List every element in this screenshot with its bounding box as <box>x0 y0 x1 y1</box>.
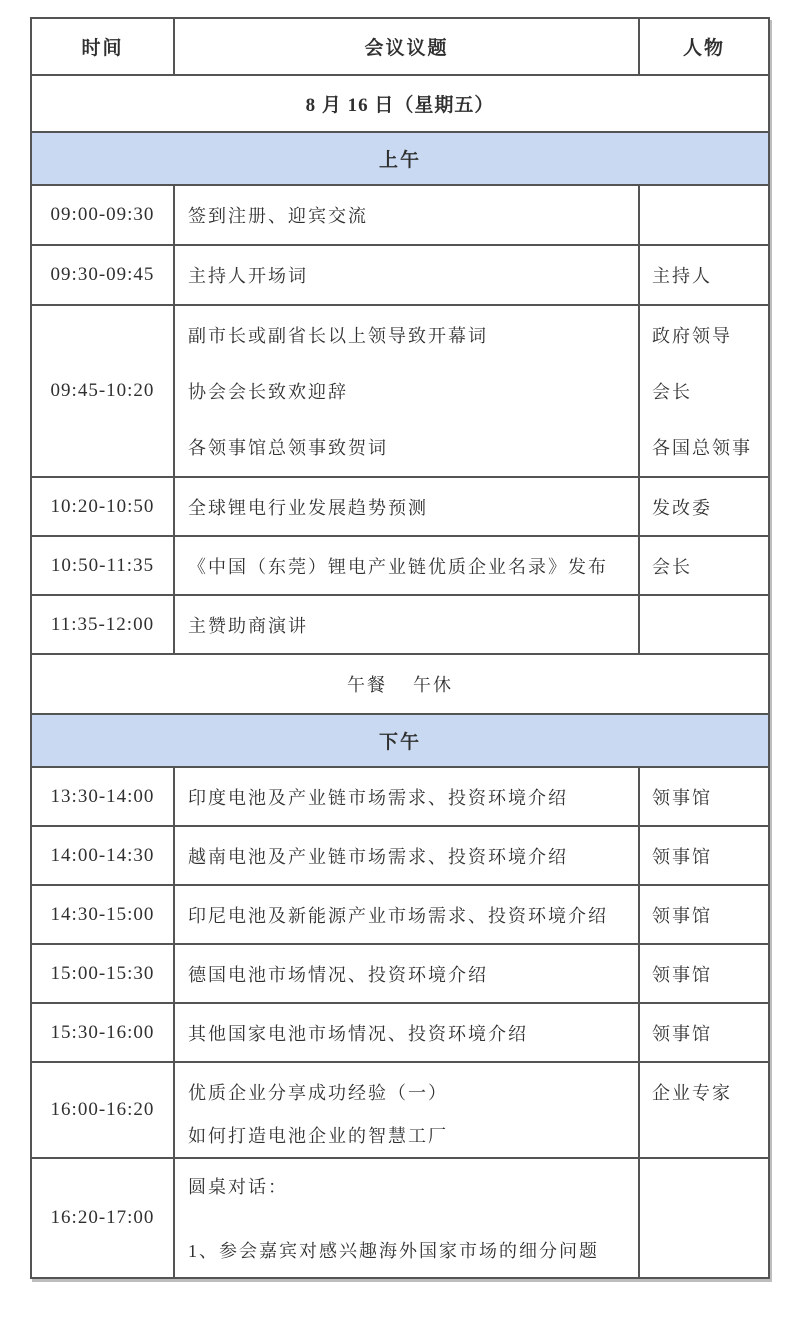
time-cell: 10:20-10:50 <box>31 477 174 536</box>
lunch-label: 午餐 午休 <box>31 654 769 714</box>
topic-cell: 主赞助商演讲 <box>174 595 639 654</box>
topic-line: 各领事馆总领事致贺词 <box>188 438 388 458</box>
lunch-row <box>31 654 769 714</box>
person-cell: 发改委 <box>639 477 769 536</box>
person-cell: 会长 <box>639 536 769 595</box>
person-line: 企业专家 <box>652 1082 732 1103</box>
topic-cell: 印度电池及产业链市场需求、投资环境介绍 <box>174 767 639 826</box>
topic-cell: 主持人开场词 <box>174 245 639 305</box>
afternoon-session-row <box>31 714 769 767</box>
date-row <box>31 75 769 132</box>
header-row <box>31 18 769 75</box>
person-cell <box>639 305 769 477</box>
date-banner: 8 月 16 日（星期五） <box>31 75 769 132</box>
person-cell <box>639 1158 769 1278</box>
person-cell <box>639 1062 769 1158</box>
agenda-row <box>31 1003 769 1062</box>
time-cell: 10:50-11:35 <box>31 536 174 595</box>
agenda-row <box>31 885 769 944</box>
time-cell: 15:30-16:00 <box>31 1003 174 1062</box>
session-afternoon-label: 下午 <box>31 714 769 767</box>
topic-cell: 签到注册、迎宾交流 <box>174 185 639 245</box>
topic-cell: 全球锂电行业发展趋势预测 <box>174 477 639 536</box>
person-cell: 领事馆 <box>639 944 769 1003</box>
topic-cell: 印尼电池及新能源产业市场需求、投资环境介绍 <box>174 885 639 944</box>
topic-line: 协会会长致欢迎辞 <box>188 382 348 402</box>
topic-line: 优质企业分享成功经验（一） <box>188 1082 448 1103</box>
time-cell: 16:00-16:20 <box>31 1062 174 1158</box>
time-cell: 13:30-14:00 <box>31 767 174 826</box>
topic-cell: 越南电池及产业链市场需求、投资环境介绍 <box>174 826 639 885</box>
time-cell: 09:45-10:20 <box>31 305 174 477</box>
person-cell: 领事馆 <box>639 1003 769 1062</box>
person-cell: 主持人 <box>639 245 769 305</box>
agenda-row <box>31 536 769 595</box>
header-topic: 会议议题 <box>174 18 639 75</box>
time-cell: 14:30-15:00 <box>31 885 174 944</box>
topic-cell <box>174 305 639 477</box>
time-cell: 11:35-12:00 <box>31 595 174 654</box>
topic-line: 1、参会嘉宾对感兴趣海外国家市场的细分问题 <box>188 1241 599 1261</box>
time-cell: 14:00-14:30 <box>31 826 174 885</box>
morning-session-row <box>31 132 769 185</box>
agenda-row <box>31 595 769 654</box>
agenda-row <box>31 767 769 826</box>
person-cell <box>639 185 769 245</box>
conference-agenda-table <box>30 17 770 1279</box>
time-cell: 16:20-17:00 <box>31 1158 174 1278</box>
topic-line: 副市长或副省长以上领导致开幕词 <box>188 326 488 346</box>
topic-line: 如何打造电池企业的智慧工厂 <box>188 1125 448 1146</box>
agenda-row <box>31 944 769 1003</box>
person-line: 政府领导 <box>652 326 732 346</box>
person-line: 各国总领事 <box>652 438 752 458</box>
agenda-row <box>31 185 769 245</box>
header-person: 人物 <box>639 18 769 75</box>
agenda-row <box>31 826 769 885</box>
person-cell <box>639 595 769 654</box>
header-time: 时间 <box>31 18 174 75</box>
topic-cell <box>174 1062 639 1158</box>
time-cell: 15:00-15:30 <box>31 944 174 1003</box>
agenda-row <box>31 245 769 305</box>
person-line: 会长 <box>652 382 692 402</box>
time-cell: 09:30-09:45 <box>31 245 174 305</box>
topic-line: 圆桌对话： <box>188 1177 288 1197</box>
person-cell: 领事馆 <box>639 767 769 826</box>
topic-cell <box>174 1158 639 1278</box>
agenda-row-roundtable <box>31 1158 769 1278</box>
topic-cell: 德国电池市场情况、投资环境介绍 <box>174 944 639 1003</box>
agenda-row-opening <box>31 305 769 477</box>
time-cell: 09:00-09:30 <box>31 185 174 245</box>
person-cell: 领事馆 <box>639 885 769 944</box>
person-cell: 领事馆 <box>639 826 769 885</box>
session-morning-label: 上午 <box>31 132 769 185</box>
topic-cell: 《中国（东莞）锂电产业链优质企业名录》发布 <box>174 536 639 595</box>
topic-cell: 其他国家电池市场情况、投资环境介绍 <box>174 1003 639 1062</box>
agenda-row <box>31 477 769 536</box>
agenda-row-sharing <box>31 1062 769 1158</box>
